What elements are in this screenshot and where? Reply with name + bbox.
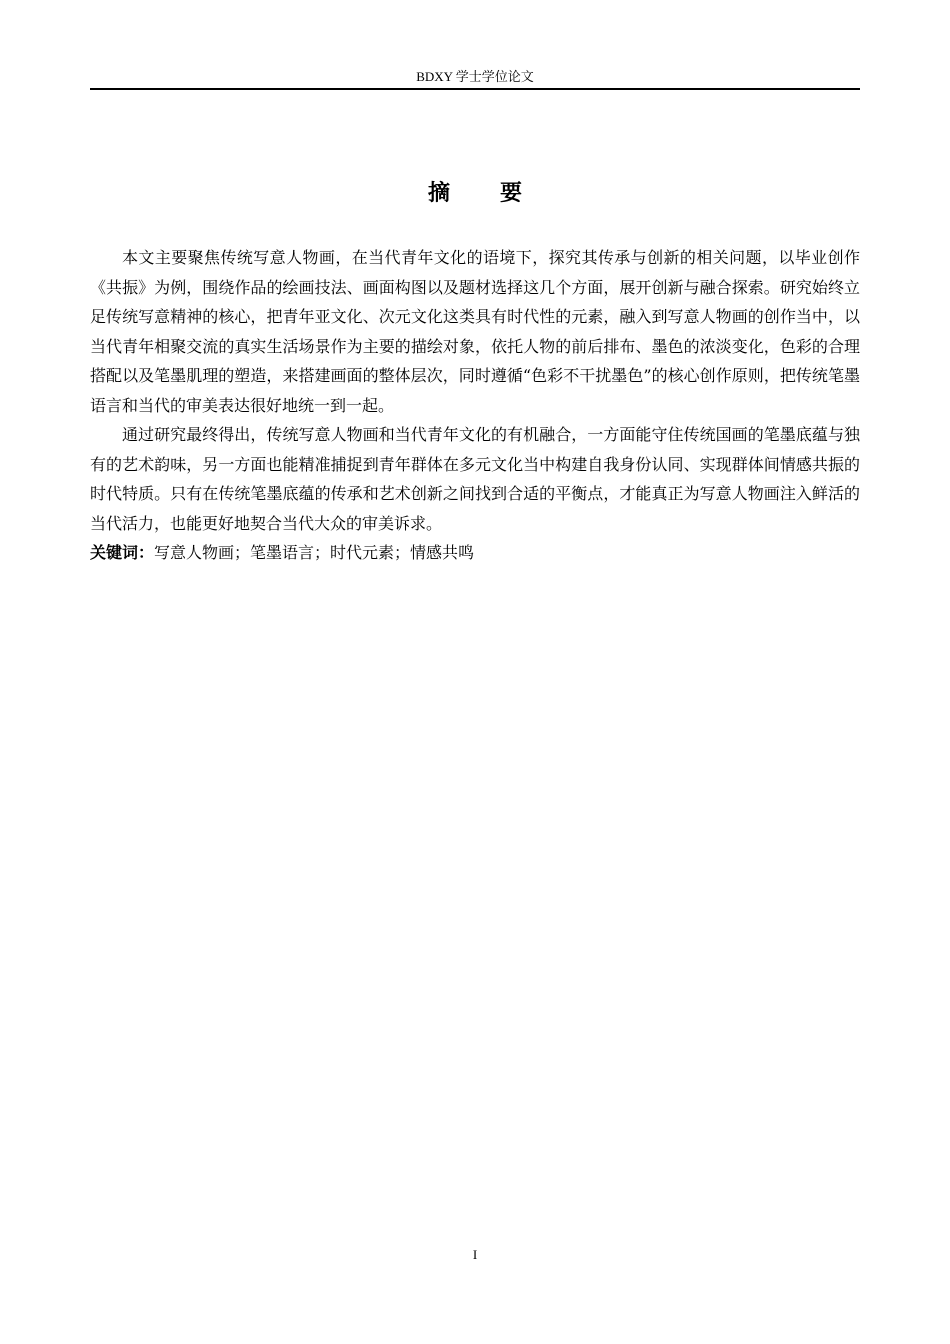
keywords-line (90, 538, 860, 568)
abstract-paragraph-2: 通过研究最终得出，传统写意人物画和当代青年文化的有机融合，一方面能守住传统国画的笔墨底蕴与独有的艺术韵味，另一方面也能精准捕捉到青年群体在多元文化当中构建自我身份认同、实现群体间情感共振的时代特质。只有在传统笔墨底蕴的传承和艺术创新之间找到合适的平衡点，才能真正为写意人物画注入鲜活的当代活力，也能更好地契合当代大众的审美诉求。 (90, 425, 860, 533)
running-header: BDXY 学士学位论文 (416, 69, 534, 84)
page-number: I (472, 1247, 478, 1262)
abstract-title (90, 178, 860, 210)
header-rule (90, 88, 860, 90)
keywords-value: 写意人物画；笔墨语言；时代元素；情感共鸣 (154, 543, 475, 562)
title-char-1: 摘 (427, 181, 450, 206)
abstract-paragraph-1: 本文主要聚焦传统写意人物画，在当代青年文化的语境下，探究其传承与创新的相关问题，以毕业创作《共振》为例，围绕作品的绘画技法、画面构图以及题材选择这几个方面，展开创新与融合探索。研究始终立足传统写意精神的核心，把青年亚文化、次元文化这类具有时代性的元素，融入到写意人物画的创作当中，以当代青年相聚交流的真实生活场景作为主要的描绘对象，依托人物的前后排布、墨色的浓淡变化，色彩的合理搭配以及笔墨肌理的塑造，来搭建画面的整体层次，同时遵循“色彩不干扰墨色”的核心创作原则，把传统笔墨语言和当代的审美表达很好地统一到一起。 (90, 248, 860, 415)
title-char-2: 要 (500, 181, 523, 206)
keywords-label: 关键词： (90, 543, 155, 562)
abstract-body (90, 243, 860, 568)
